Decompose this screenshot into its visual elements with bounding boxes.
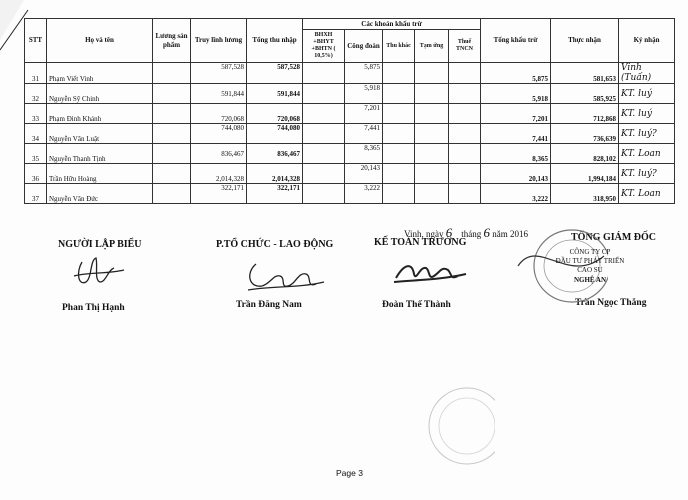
date-year: năm 2016 [492,229,528,239]
col-stt: STT [25,19,47,63]
row-tong-khau-tru: 5,875 [481,63,551,84]
seal-line-2: ĐẦU TƯ PHÁT TRIỂN [555,257,625,265]
org-title: P.TỔ CHỨC - LAO ĐỘNG [216,239,334,250]
row-truy-linh: 591,844 [191,84,247,104]
row-luong-san-pham [153,184,191,204]
col-thu-khac: Thu khác [383,30,415,63]
row-luong-san-pham [153,124,191,144]
col-bhxh: BHXH +BHYT +BHTN ( 10,5%) [303,30,345,63]
row-cong-doan: 7,441 [345,124,383,144]
row-tam-ung [415,184,449,204]
row-bhxh [303,63,345,84]
preparer-signature-mark [68,252,128,292]
row-thue [449,124,481,144]
date-prefix: Vinh, ngày [404,229,444,239]
org-name: Trần Đăng Nam [236,300,302,310]
row-bhxh [303,184,345,204]
row-thuc-nhan: 828,102 [551,144,619,164]
row-truy-linh: 2,014,328 [191,164,247,184]
row-cong-doan: 5,918 [345,84,383,104]
row-bhxh [303,104,345,124]
row-bhxh [303,164,345,184]
col-tong-thu-nhap: Tổng thu nhập [247,19,303,63]
row-truy-linh: 587,528 [191,63,247,84]
row-ky-nhan [619,63,675,84]
row-stt: 34 [25,124,47,144]
org-signature-mark [240,258,330,294]
table-row [25,84,675,104]
row-bhxh [303,144,345,164]
row-thu-khac [383,144,415,164]
payroll-table [24,18,675,204]
row-ky-nhan [619,144,675,164]
row-truy-linh: 322,171 [191,184,247,204]
payroll-rows [25,63,675,204]
row-luong-san-pham [153,144,191,164]
row-thue [449,144,481,164]
row-thue [449,63,481,84]
row-thuc-nhan: 1,994,184 [551,164,619,184]
seal-line-1: CÔNG TY CP [569,248,611,256]
row-tong-thu-nhap: 322,171 [247,184,303,204]
row-thuc-nhan: 736,639 [551,124,619,144]
row-tong-thu-nhap: 591,844 [247,84,303,104]
col-cong-doan: Công đoàn [345,30,383,63]
row-tong-thu-nhap: 836,467 [247,144,303,164]
header-row-top [25,19,675,30]
director-name: Trần Ngọc Thắng [575,298,647,308]
date-month-label: tháng [461,229,482,239]
row-thu-khac [383,84,415,104]
col-tam-ung: Tạm ứng [415,30,449,63]
row-tong-thu-nhap: 2,014,328 [247,164,303,184]
row-tong-khau-tru: 20,143 [481,164,551,184]
row-tong-thu-nhap: 587,528 [247,63,303,84]
row-thue [449,184,481,204]
row-ky-nhan [619,104,675,124]
row-luong-san-pham [153,63,191,84]
row-bhxh [303,124,345,144]
col-truy-linh: Truy lĩnh lương [191,19,247,63]
row-tong-khau-tru: 7,441 [481,124,551,144]
row-cong-doan: 5,875 [345,63,383,84]
row-tong-khau-tru: 3,222 [481,184,551,204]
row-tam-ung [415,104,449,124]
page-number: Page 3 [336,468,363,478]
row-thuc-nhan: 712,868 [551,104,619,124]
col-ky-nhan: Ký nhận [619,19,675,63]
row-tong-thu-nhap: 744,080 [247,124,303,144]
row-bhxh [303,84,345,104]
row-thu-khac [383,63,415,84]
row-truy-linh: 836,467 [191,144,247,164]
row-tam-ung [415,164,449,184]
preparer-name: Phan Thị Hạnh [62,303,125,313]
row-tong-khau-tru: 8,365 [481,144,551,164]
row-stt: 33 [25,104,47,124]
col-cac-khoan: Các khoản khấu trừ [303,19,481,30]
row-stt: 37 [25,184,47,204]
col-luong-san-pham: Lương sản phẩm [153,19,191,63]
row-thuc-nhan: 318,950 [551,184,619,204]
row-thu-khac [383,104,415,124]
row-thue [449,164,481,184]
row-name: Nguyễn Văn Luật [47,124,153,144]
row-stt: 32 [25,84,47,104]
director-title: TỔNG GIÁM ĐỐC [571,232,656,243]
row-stt: 35 [25,144,47,164]
row-name: Nguyễn Văn Đức [47,184,153,204]
row-name: Nguyễn Thanh Tịnh [47,144,153,164]
row-tam-ung [415,63,449,84]
row-tong-thu-nhap: 720,068 [247,104,303,124]
date-day: 6 [445,225,453,240]
table-row [25,184,675,204]
row-signature: Vinh (Tuấn) [621,63,652,83]
row-tong-khau-tru: 5,918 [481,84,551,104]
col-thue: Thuế TNCN [449,30,481,63]
row-thue [449,104,481,124]
row-cong-doan: 8,365 [345,144,383,164]
row-luong-san-pham [153,84,191,104]
row-ky-nhan [619,124,675,144]
row-ky-nhan [619,164,675,184]
row-thuc-nhan: 585,925 [551,84,619,104]
row-stt: 31 [25,63,47,84]
col-name: Họ và tên [47,19,153,63]
row-thu-khac [383,164,415,184]
table-row [25,63,675,84]
row-cong-doan: 3,222 [345,184,383,204]
seal-line-4: NGHỆ AN [573,276,607,284]
table-row [25,164,675,184]
row-signature: KT. luý? [621,128,657,139]
col-tong-khau-tru: Tổng khấu trừ [481,19,551,63]
row-truy-linh: 720,068 [191,104,247,124]
row-name: Phạm Đình Khánh [47,104,153,124]
row-thuc-nhan: 581,653 [551,63,619,84]
row-ky-nhan [619,184,675,204]
preparer-title: NGƯỜI LẬP BIỂU [58,239,142,250]
row-tam-ung [415,144,449,164]
table-row [25,104,675,124]
accountant-name: Đoàn Thế Thành [382,300,451,310]
row-signature: KT. luý [621,108,652,119]
row-luong-san-pham [153,164,191,184]
row-cong-doan: 20,143 [345,164,383,184]
row-signature: KT. Loan [621,188,661,199]
row-thu-khac [383,184,415,204]
row-signature: KT. luý [621,88,652,99]
row-name: Trần Hữu Hoàng [47,164,153,184]
row-stt: 36 [25,164,47,184]
row-thu-khac [383,124,415,144]
row-signature: KT. luý? [621,168,657,179]
table-row [25,124,675,144]
accountant-title: KẾ TOÁN TRƯỞNG [374,237,467,248]
date-month: 6 [483,225,490,240]
col-thuc-nhan: Thực nhận [551,19,619,63]
row-luong-san-pham [153,104,191,124]
row-tong-khau-tru: 7,201 [481,104,551,124]
row-tam-ung [415,84,449,104]
row-thue [449,84,481,104]
seal-line-3: CAO SU [577,266,603,274]
row-truy-linh: 744,080 [191,124,247,144]
row-tam-ung [415,124,449,144]
table-row [25,144,675,164]
row-name: Phạm Viết Vinh [47,63,153,84]
row-ky-nhan [619,84,675,104]
row-cong-doan: 7,201 [345,104,383,124]
accountant-signature-mark [390,256,470,288]
row-signature: KT. Loan [621,148,661,159]
row-name: Nguyễn Sỹ Chinh [47,84,153,104]
seal-bleed-through [415,380,495,470]
